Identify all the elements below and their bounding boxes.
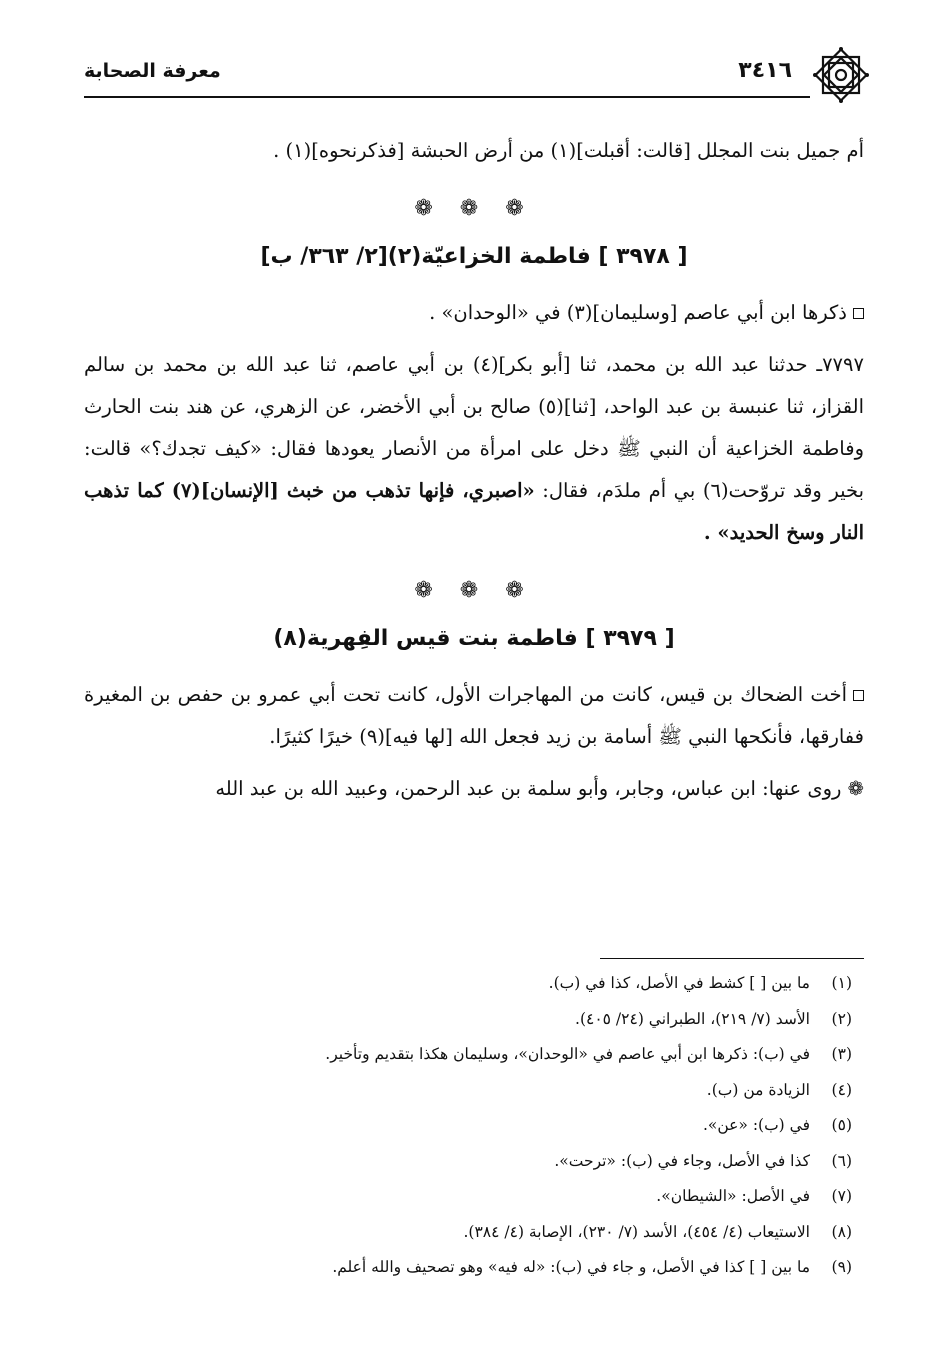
footnote-item [84,1002,852,1038]
hadith-text: ٧٧٩٧ـ حدثنا عبد الله بن محمد، ثنا [أبو بكر](٤) بن أبي عاصم، ثنا عبد الله بن محمد بن سالم القزاز، ثنا عنبسة بن عبد الواحد، [ثنا](٥) صالح بن أبي الأخضر، عن الزهري، عن هند بنت الحارث وفاطمة الخزاعية أن النبي ﷺ دخل على امرأة من الأنصار يعودها فقال: «كيف تجدك؟» قالت: بخير وقد تروّحت(٦) بي أم ملدَم، فقال: [84,353,864,502]
running-title: معرفة الصحابة [84,60,221,82]
hadith-7797 [84,344,864,554]
page-header [84,52,866,98]
footnote-item [84,1144,852,1180]
footnote-item [84,1108,852,1144]
square-bullet-icon [853,308,864,319]
footnote-item [84,1215,852,1251]
footnote-number: (٢) [831,1009,852,1028]
footnote-number: (٦) [831,1151,852,1170]
entry-heading-3979: [ ٣٩٧٩ ] فاطمة بنت قيس الفِهرية(٨) [273,626,675,651]
section-separator: ❁ ❁ ❁ [414,578,534,603]
main-text [84,130,864,810]
footnote-text: الزيادة من (ب). [706,1080,810,1099]
square-bullet-icon [853,690,864,701]
narrators-line: ❁ روى عنها: ابن عباس، وجابر، وأبو سلمة بن عبد الرحمن، وعبيد الله بن عبد الله [215,777,864,800]
footnote-number: (٩) [831,1258,852,1276]
footnote-text: في (ب): ذكرها ابن أبي عاصم في «الوحدان»، وسليمان هكذا بتقديم وتأخير. [325,1045,810,1063]
entry-intro-text: ذكرها ابن أبي عاصم [وسليمان](٣) في «الوحدان» . [429,301,847,324]
page-number: ٣٤١٦ [738,58,792,83]
footnote-item [84,1037,852,1073]
entry-intro-3978 [84,292,864,334]
footnote-text: ما بين [ ] كشط في الأصل، كذا في (ب). [548,974,810,992]
footnote-item [84,1179,852,1215]
footnote-number: (٧) [831,1187,852,1205]
continuation-text: أم جميل بنت المجلل [قالت: أقبلت](١) من أرض الحبشة [فذكرنحوه](١) . [273,139,864,162]
footnote-number: (١) [831,974,852,992]
entry-intro-3979 [84,674,864,758]
footnote-item [84,966,852,1002]
footnote-number: (٥) [831,1116,852,1134]
section-separator: ❁ ❁ ❁ [414,196,534,221]
footnote-item [84,1073,852,1109]
footnote-number: (٤) [831,1080,852,1099]
footnote-text: الاستيعاب (٤/ ٤٥٤)، الأسد (٧/ ٢٣٠)، الإصابة (٤/ ٣٨٤). [463,1222,810,1241]
footnote-divider [600,958,864,959]
entry-heading-3978: [ ٣٩٧٨ ] فاطمة الخزاعيّة(٢)[٢/ ٣٦٣/ ب] [260,244,688,269]
footnote-text: الأسد (٧/ ٢١٩)، الطبراني (٢٤/ ٤٠٥). [575,1009,810,1028]
star-ornament-icon [810,44,872,106]
footnote-item [84,1250,852,1286]
footnote-number: (٨) [831,1222,852,1241]
footnote-number: (٣) [831,1045,852,1063]
footnote-text: كذا في الأصل، وجاء في (ب): «ترحت». [554,1151,810,1170]
footnote-text: في (ب): «عن». [702,1116,810,1134]
footnotes-list [84,966,852,1286]
footnote-text: ما بين [ ] كذا في الأصل، و جاء في (ب): «له فيه» وهو تصحيف والله أعلم. [332,1258,810,1276]
entry-intro-text: أخت الضحاك بن قيس، كانت من المهاجرات الأول، كانت تحت أبي عمرو بن حفص بن المغيرة ففارقها، فأنكحها النبي ﷺ أسامة بن زيد فجعل الله [لها فيه](٩) خيرًا كثيرًا. [84,683,864,748]
footnote-text: في الأصل: «الشيطان». [656,1187,810,1205]
hadith-quote: «اصبري، فإنها تذهب من خبث [الإنسان](٧) كما تذهب النار وسخ الحديد» . [84,479,864,544]
